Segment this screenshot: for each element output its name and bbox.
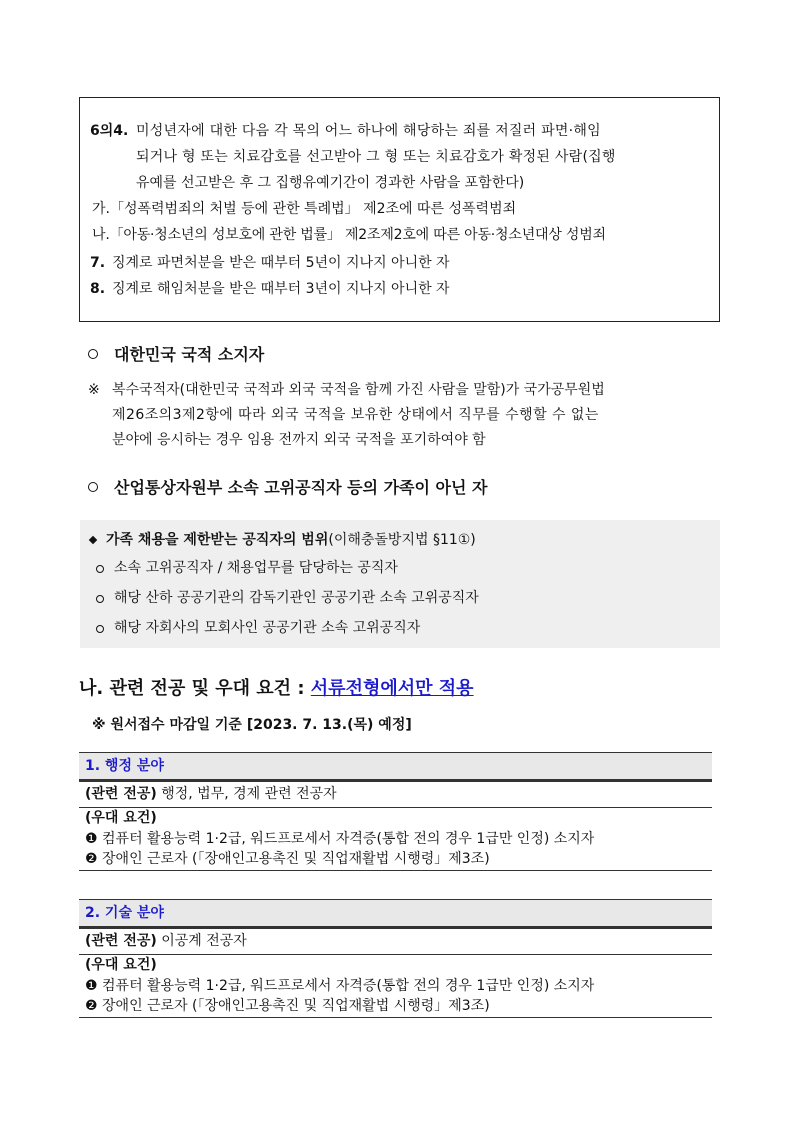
diamond-bullet-icon <box>89 536 97 544</box>
pref-label: (우대 요건) <box>85 810 157 826</box>
family-scope-item: 해당 산하 공공기관의 감독기관인 공공기관 소속 고위공직자 <box>114 590 479 606</box>
number-1-icon: ❶ <box>85 831 98 847</box>
family-scope-item: 해당 자회사의 모회사인 공공기관 소속 고위공직자 <box>114 620 421 636</box>
pref-item-2 <box>85 850 490 869</box>
item-6-4-line2: 되거나 형 또는 치료감호를 선고받아 그 형 또는 치료감호가 확정된 사람(집행 <box>136 149 616 165</box>
circle-bullet-icon <box>96 625 104 633</box>
field-table-tech <box>79 899 712 1019</box>
nationality-note-line3: 분야에 응시하는 경우 임용 전까지 외국 국적을 포기하여야 함 <box>112 432 486 448</box>
item-7-number: 7. <box>90 255 106 271</box>
circle-bullet-icon <box>96 565 104 573</box>
major-row <box>85 785 337 804</box>
major-row <box>85 932 247 951</box>
item-6-4-line1: 미성년자에 대한 다음 각 목의 어느 하나에 해당하는 죄를 저질러 파면·해임 <box>136 123 601 139</box>
table-rule <box>79 1017 712 1018</box>
item-6-4-sub-ga: 가.「성폭력범죄의 처벌 등에 관한 특례법」 제2조에 따른 성폭력범죄 <box>92 201 517 217</box>
circle-bullet-icon <box>88 349 98 359</box>
major-label: (관련 전공) <box>85 933 157 949</box>
pref-item-2-text: 장애인 근로자 (「장애인고용촉진 및 직업재활법 시행령」제3조) <box>102 851 490 867</box>
item-8-text: 징계로 해임처분을 받은 때부터 3년이 지나지 아니한 자 <box>112 281 450 297</box>
pref-item-1-text: 컴퓨터 활용능력 1·2급, 워드프로세서 자격증(통합 전의 경우 1급만 인정) 소지자 <box>102 831 595 847</box>
field-header: 2. 기술 분야 <box>79 900 712 926</box>
section-na-note: ※ 원서접수 마감일 기준 [2023. 7. 13.(목) 예정] <box>92 717 412 733</box>
item-6-4-line3: 유예를 선고받은 후 그 집행유예기간이 경과한 사람을 포함한다) <box>136 175 525 191</box>
number-2-icon: ❷ <box>85 851 98 867</box>
table-rule <box>79 954 712 955</box>
table-rule <box>79 779 712 782</box>
disqualification-box <box>79 97 720 322</box>
major-text: 행정, 법무, 경제 관련 전공자 <box>161 786 337 802</box>
section-na-title <box>79 674 474 700</box>
nationality-note-line1: 복수국적자(대한민국 국적과 외국 국적을 함께 가진 사람을 말함)가 국가공무원법 <box>112 382 605 398</box>
field-header: 1. 행정 분야 <box>79 753 712 779</box>
family-heading: 산업통상자원부 소속 고위공직자 등의 가족이 아닌 자 <box>114 478 488 497</box>
circle-bullet-icon <box>96 595 104 603</box>
pref-item-2-text: 장애인 근로자 (「장애인고용촉진 및 직업재활법 시행령」제3조) <box>102 998 490 1014</box>
table-rule <box>79 926 712 929</box>
family-scope-title <box>90 530 476 550</box>
pref-item-1-text: 컴퓨터 활용능력 1·2급, 워드프로세서 자격증(통합 전의 경우 1급만 인정) 소지자 <box>102 978 595 994</box>
table-rule <box>79 807 712 808</box>
nationality-heading: 대한민국 국적 소지자 <box>114 345 265 364</box>
pref-item-1 <box>85 977 594 996</box>
nationality-note-line2: 제26조의3제2항에 따라 외국 국적을 보유한 상태에서 직무를 수행할 수 없는 <box>112 407 599 423</box>
number-2-icon: ❷ <box>85 998 98 1014</box>
table-rule <box>79 870 712 871</box>
pref-item-1 <box>85 830 594 849</box>
item-6-4-number: 6의4. <box>90 123 129 139</box>
family-scope-title-bold: 가족 채용을 제한받는 공직자의 범위 <box>106 532 329 548</box>
number-1-icon: ❶ <box>85 978 98 994</box>
major-text: 이공계 전공자 <box>161 933 247 949</box>
item-6-4-sub-na: 나.「아동·청소년의 성보호에 관한 법률」 제2조제2호에 따른 아동·청소년대상 성범죄 <box>92 227 606 243</box>
family-scope-title-law: (이해충돌방지법 §11①) <box>328 532 476 548</box>
note-mark: ※ <box>88 382 100 398</box>
section-na-title-link: 서류전형에서만 적용 <box>310 678 474 699</box>
pref-label: (우대 요건) <box>85 957 157 973</box>
circle-bullet-icon <box>88 482 98 492</box>
family-scope-item: 소속 고위공직자 / 채용업무를 담당하는 공직자 <box>114 560 398 576</box>
major-label: (관련 전공) <box>85 786 157 802</box>
family-scope-box <box>80 520 720 648</box>
item-7-text: 징계로 파면처분을 받은 때부터 5년이 지나지 아니한 자 <box>112 255 450 271</box>
field-table-admin <box>79 752 712 872</box>
item-8-number: 8. <box>90 281 106 297</box>
pref-item-2 <box>85 997 490 1016</box>
section-na-title-text: 나. 관련 전공 및 우대 요건 : <box>79 678 305 699</box>
